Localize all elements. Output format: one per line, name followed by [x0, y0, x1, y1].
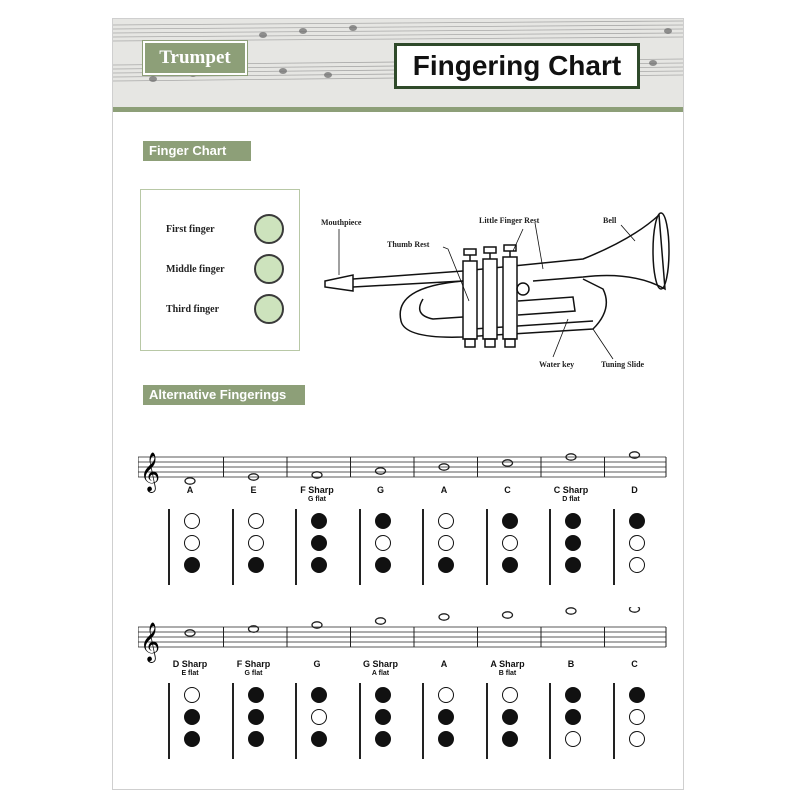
- finger-legend: [140, 189, 300, 351]
- note-name-label: [536, 659, 606, 669]
- column-divider: [613, 509, 615, 585]
- valve-open-icon: [438, 687, 454, 703]
- note-name: F Sharp: [236, 659, 271, 669]
- valve-pressed-icon: [248, 557, 264, 573]
- valve-open-icon: [629, 709, 645, 725]
- note-alt-name: A flat: [371, 670, 390, 677]
- column-divider: [613, 683, 615, 759]
- valve-pressed-icon: [629, 687, 645, 703]
- valve-pressed-icon: [311, 687, 327, 703]
- note-name: A: [440, 659, 448, 669]
- valve-pressed-icon: [565, 557, 581, 573]
- note-name: C Sharp: [553, 485, 589, 495]
- note-name: C: [504, 485, 511, 495]
- column-divider: [232, 683, 234, 759]
- column-divider: [549, 509, 551, 585]
- valve-key-icon: [254, 214, 284, 244]
- treble-clef-icon: 𝄞: [140, 622, 161, 662]
- fingering-column: [168, 509, 208, 585]
- fingering-column: [168, 683, 208, 759]
- whole-note: [630, 607, 640, 612]
- whole-note: [376, 618, 386, 624]
- valve-open-icon: [502, 535, 518, 551]
- music-staff-row-2: [138, 607, 668, 667]
- note-name-label: [282, 659, 352, 669]
- note-name-label: [346, 485, 416, 495]
- whole-note: [503, 612, 513, 618]
- note-name-label: [600, 485, 670, 495]
- fingering-chart-poster: [112, 18, 684, 790]
- valve-pressed-icon: [248, 731, 264, 747]
- fingering-column: [232, 509, 272, 585]
- fingering-column: [359, 509, 399, 585]
- finger-row-third: [166, 294, 296, 328]
- fingering-column: [549, 683, 589, 759]
- valve-pressed-icon: [502, 709, 518, 725]
- whole-note: [185, 630, 195, 636]
- valve-open-icon: [565, 731, 581, 747]
- note-alt-name: E flat: [181, 670, 199, 677]
- tuning-slide-label: Tuning Slide: [601, 360, 645, 369]
- valve-pressed-icon: [502, 513, 518, 529]
- column-divider: [549, 683, 551, 759]
- note-alt-name: D flat: [562, 496, 580, 503]
- alternative-fingerings-heading: Alternative Fingerings: [143, 385, 305, 405]
- fingering-column: [613, 683, 653, 759]
- valve-open-icon: [184, 513, 200, 529]
- whole-note: [185, 478, 195, 484]
- valve-pressed-icon: [311, 557, 327, 573]
- trumpet-icon: [325, 213, 669, 347]
- bell-label: Bell: [603, 216, 617, 225]
- valve-open-icon: [438, 513, 454, 529]
- note-name: E: [250, 485, 257, 495]
- water-key-label: Water key: [539, 360, 575, 369]
- whole-note: [503, 460, 513, 466]
- whole-note: [566, 608, 576, 614]
- valve-pressed-icon: [565, 535, 581, 551]
- fingering-column: [549, 509, 589, 585]
- valve-open-icon: [629, 557, 645, 573]
- finger-chart-heading: Finger Chart: [143, 141, 251, 161]
- note-name: G Sharp: [362, 659, 398, 669]
- column-divider: [232, 509, 234, 585]
- valve-pressed-icon: [438, 709, 454, 725]
- note-name: G: [376, 485, 384, 495]
- valve-pressed-icon: [184, 731, 200, 747]
- valve-pressed-icon: [629, 513, 645, 529]
- note-name-label: [282, 485, 352, 505]
- valve-key-icon: [254, 254, 284, 284]
- valve-pressed-icon: [565, 709, 581, 725]
- mouthpiece-label: Mouthpiece: [321, 218, 362, 227]
- note-name: D: [631, 485, 638, 495]
- valve-pressed-icon: [248, 687, 264, 703]
- note-name-label: [346, 659, 416, 679]
- valve-pressed-icon: [565, 687, 581, 703]
- instrument-tag: Trumpet: [143, 41, 247, 75]
- column-divider: [359, 683, 361, 759]
- valve-open-icon: [629, 731, 645, 747]
- thumb-rest-label: Thumb Rest: [387, 240, 430, 249]
- valve-open-icon: [184, 535, 200, 551]
- note-name-label: [155, 485, 225, 495]
- valve-pressed-icon: [502, 731, 518, 747]
- valve-open-icon: [184, 687, 200, 703]
- whole-note: [376, 468, 386, 474]
- note-name: G: [313, 659, 321, 669]
- note-name-label: [600, 659, 670, 669]
- column-divider: [168, 683, 170, 759]
- note-name-label: [473, 659, 543, 679]
- valve-pressed-icon: [375, 709, 391, 725]
- note-name: A Sharp: [490, 659, 525, 669]
- fingering-column: [486, 509, 526, 585]
- note-name-label: [536, 485, 606, 505]
- note-name-label: [409, 659, 479, 669]
- fingering-column: [422, 509, 462, 585]
- fingering-column: [295, 683, 335, 759]
- note-name: F Sharp: [300, 485, 334, 495]
- column-divider: [295, 509, 297, 585]
- valve-pressed-icon: [311, 535, 327, 551]
- note-alt-name: G flat: [308, 496, 326, 503]
- little-finger-rest-label: Little Finger Rest: [479, 216, 540, 225]
- finger-row-middle: [166, 254, 296, 288]
- valve-key-icon: [254, 294, 284, 324]
- fingering-column: [359, 683, 399, 759]
- finger-label: Middle finger: [166, 264, 225, 275]
- valve-open-icon: [629, 535, 645, 551]
- finger-row-first: [166, 214, 296, 248]
- valve-pressed-icon: [375, 731, 391, 747]
- fingering-column: [232, 683, 272, 759]
- column-divider: [422, 683, 424, 759]
- note-alt-name: B flat: [498, 670, 517, 677]
- column-divider: [359, 509, 361, 585]
- note-name: C: [631, 659, 638, 669]
- valve-pressed-icon: [438, 731, 454, 747]
- note-name: B: [567, 659, 575, 669]
- fingering-column: [613, 509, 653, 585]
- whole-note: [439, 614, 449, 620]
- treble-clef-icon: 𝄞: [140, 452, 161, 492]
- fingering-column: [486, 683, 526, 759]
- valve-pressed-icon: [438, 557, 454, 573]
- fingering-column: [295, 509, 335, 585]
- valve-pressed-icon: [502, 557, 518, 573]
- finger-label: First finger: [166, 224, 215, 235]
- fingering-column: [422, 683, 462, 759]
- valve-pressed-icon: [375, 687, 391, 703]
- valve-pressed-icon: [311, 513, 327, 529]
- column-divider: [295, 683, 297, 759]
- valve-pressed-icon: [565, 513, 581, 529]
- valve-open-icon: [438, 535, 454, 551]
- valve-open-icon: [311, 709, 327, 725]
- column-divider: [168, 509, 170, 585]
- valve-pressed-icon: [375, 557, 391, 573]
- valve-pressed-icon: [311, 731, 327, 747]
- valve-open-icon: [502, 687, 518, 703]
- note-name: A: [440, 485, 448, 495]
- note-name: A: [186, 485, 194, 495]
- column-divider: [486, 683, 488, 759]
- valve-open-icon: [375, 535, 391, 551]
- column-divider: [422, 509, 424, 585]
- note-alt-name: G flat: [244, 670, 263, 677]
- note-name-label: [155, 659, 225, 679]
- note-name: D Sharp: [172, 659, 208, 669]
- trumpet-diagram: [313, 189, 673, 379]
- note-name-label: [219, 659, 289, 679]
- column-divider: [486, 509, 488, 585]
- valve-open-icon: [248, 535, 264, 551]
- valve-pressed-icon: [248, 709, 264, 725]
- note-name-label: [409, 485, 479, 495]
- valve-open-icon: [248, 513, 264, 529]
- page-title: Fingering Chart: [394, 43, 640, 89]
- valve-pressed-icon: [184, 709, 200, 725]
- header-banner: [113, 19, 683, 112]
- note-name-label: [219, 485, 289, 495]
- note-name-label: [473, 485, 543, 495]
- valve-pressed-icon: [375, 513, 391, 529]
- valve-pressed-icon: [184, 557, 200, 573]
- finger-label: Third finger: [166, 304, 220, 315]
